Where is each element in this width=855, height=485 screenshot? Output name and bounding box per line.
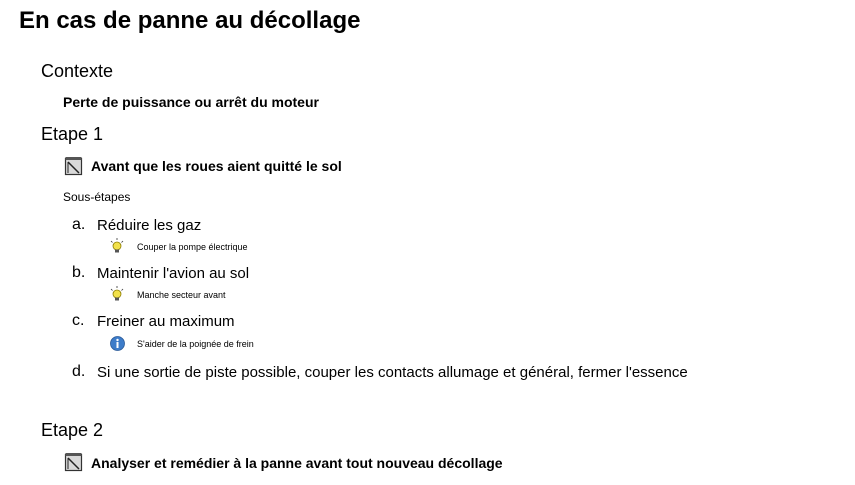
info-icon (110, 336, 125, 351)
note-pad-icon (64, 156, 84, 176)
substep-letter: b. (72, 264, 86, 281)
step1-action: Avant que les roues aient quitté le sol (91, 158, 342, 174)
substep-text: Réduire les gaz (97, 217, 202, 234)
page-title: En cas de panne au décollage (19, 7, 361, 34)
substep-note: Manche secteur avant (137, 290, 226, 300)
substep-note: S'aider de la poignée de frein (137, 339, 254, 349)
substep-note: Couper la pompe électrique (137, 242, 248, 252)
substeps-label: Sous-étapes (63, 190, 131, 204)
substep-letter: d. (72, 363, 86, 380)
step1-heading: Etape 1 (41, 124, 104, 144)
substep-letter: c. (72, 312, 85, 329)
substep-text: Maintenir l'avion au sol (97, 265, 250, 282)
lightbulb-icon (110, 286, 124, 302)
lightbulb-icon (110, 238, 124, 254)
step2-action: Analyser et remédier à la panne avant tout nouveau décollage (91, 455, 503, 471)
substep-text: Si une sortie de piste possible, couper les contacts allumage et général, fermer l'essence (97, 364, 688, 381)
substep-text: Freiner au maximum (97, 313, 235, 330)
step2-heading: Etape 2 (41, 420, 104, 440)
note-pad-icon (64, 452, 84, 472)
context-text: Perte de puissance ou arrêt du moteur (63, 94, 319, 110)
substep-letter: a. (72, 216, 86, 233)
context-heading: Contexte (41, 61, 114, 81)
